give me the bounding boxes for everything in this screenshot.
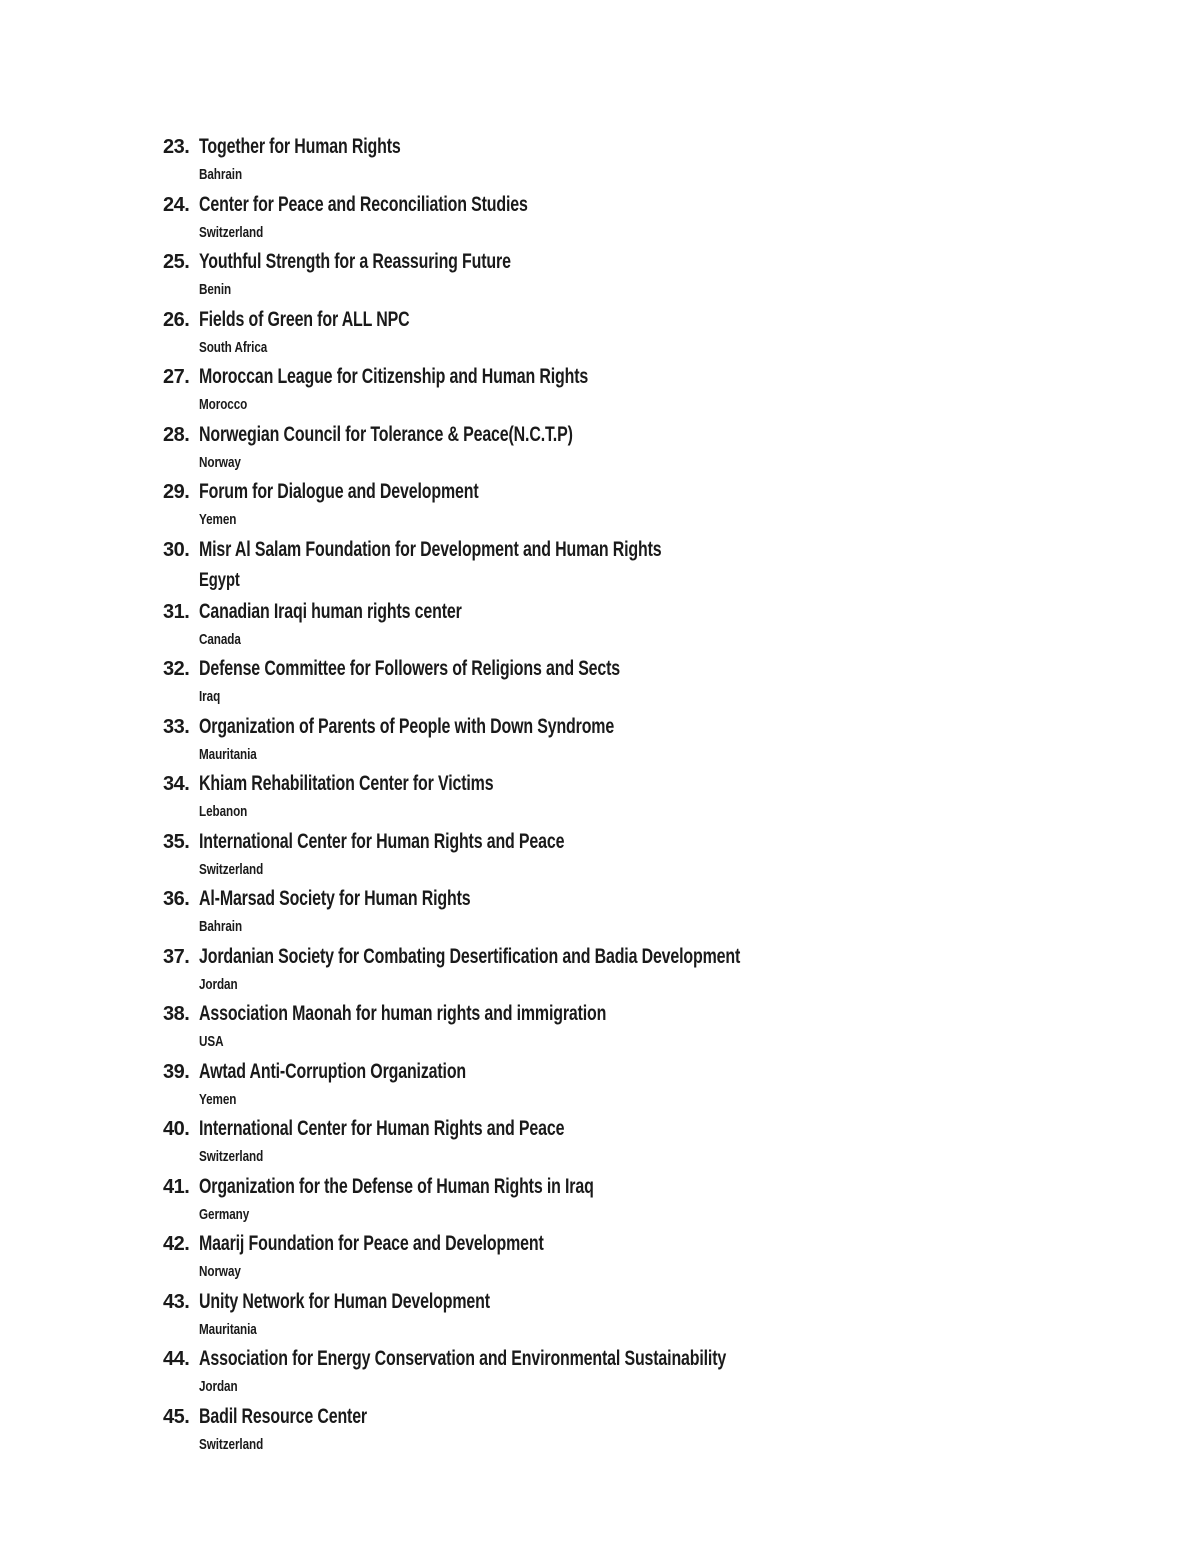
item-country-row: [199, 334, 1143, 363]
org-name: Maarij Foundation for Peace and Development: [199, 1232, 544, 1255]
item-number: 40.: [163, 1118, 190, 1140]
org-name: Badil Resource Center: [199, 1404, 367, 1428]
item-title-row: [163, 362, 1143, 391]
item-title-row: [163, 827, 1143, 856]
org-name: Fields of Green for ALL NPC: [199, 307, 410, 331]
list-item: [163, 884, 1143, 942]
org-name: Khiam Rehabilitation Center for Victims: [199, 772, 494, 795]
item-country-row: [199, 391, 1143, 420]
item-country-row: [199, 1201, 1143, 1230]
list-item: [163, 1057, 1143, 1115]
item-title-row: [163, 712, 1143, 741]
item-country-row: [199, 971, 1143, 1000]
item-number: 39.: [163, 1060, 190, 1083]
item-number: 24.: [163, 193, 190, 216]
list-item: [163, 535, 1143, 597]
item-country-row: [199, 1086, 1143, 1115]
item-number: 28.: [163, 423, 190, 446]
item-title-row: [163, 247, 1143, 276]
org-country: Yemen: [199, 1090, 237, 1108]
item-country-row: [199, 1316, 1143, 1345]
item-title-row: [163, 1172, 1143, 1201]
item-title-row: [163, 654, 1143, 683]
org-name: Defense Committee for Followers of Religions and Sects: [199, 657, 621, 680]
list-item: [163, 654, 1143, 712]
org-country: Switzerland: [199, 1435, 264, 1453]
list-item: [163, 942, 1143, 1000]
list-item: [163, 190, 1143, 248]
item-title-row: [163, 769, 1143, 798]
org-name: Misr Al Salam Foundation for Development and Human Rights: [199, 537, 662, 561]
org-country: Jordan: [199, 975, 238, 993]
org-country: Bahrain: [199, 166, 243, 183]
list-item: [163, 420, 1143, 478]
item-title-row: [163, 884, 1143, 913]
item-number: 44.: [163, 1348, 190, 1370]
org-country: Morocco: [199, 396, 248, 413]
item-number: 36.: [163, 888, 190, 910]
item-country-row: [199, 564, 1143, 597]
item-title-row: [163, 190, 1143, 219]
org-country: USA: [199, 1033, 224, 1050]
org-country: Yemen: [199, 511, 237, 528]
list-item: [163, 1229, 1143, 1287]
item-country-row: [199, 276, 1143, 305]
org-name: International Center for Human Rights and Peace: [199, 829, 565, 853]
list-item: [163, 1287, 1143, 1345]
org-name: Al-Marsad Society for Human Rights: [199, 887, 471, 910]
list-item: [163, 305, 1143, 363]
item-title-row: [163, 1057, 1143, 1086]
item-number: 45.: [163, 1405, 190, 1428]
org-country: Switzerland: [199, 223, 264, 241]
org-country: Norway: [199, 453, 241, 471]
list-item: [163, 999, 1143, 1057]
item-number: 27.: [163, 366, 190, 388]
list-item: [163, 1114, 1143, 1172]
list-item: [163, 769, 1143, 827]
item-title-row: [163, 305, 1143, 334]
org-name: Youthful Strength for a Reassuring Future: [199, 250, 511, 273]
item-country-row: [199, 1028, 1143, 1057]
item-title-row: [163, 942, 1143, 971]
item-title-row: [163, 1114, 1143, 1143]
item-number: 34.: [163, 773, 190, 795]
item-title-row: [163, 1287, 1143, 1316]
item-title-row: [163, 1402, 1143, 1431]
list-item: [163, 1402, 1143, 1460]
item-number: 42.: [163, 1233, 190, 1255]
org-country: Jordan: [199, 1378, 238, 1395]
org-name: Forum for Dialogue and Development: [199, 480, 479, 503]
item-number: 25.: [163, 251, 190, 273]
item-country-row: [199, 1431, 1143, 1460]
org-country: Mauritania: [199, 1320, 257, 1338]
item-title-row: [163, 535, 1143, 564]
org-country: Germany: [199, 1205, 250, 1223]
org-name: Organization of Parents of People with Down Syndrome: [199, 714, 615, 738]
org-country: Mauritania: [199, 745, 257, 763]
item-title-row: [163, 132, 1143, 161]
item-title-row: [163, 1229, 1143, 1258]
org-name: Moroccan League for Citizenship and Human Rights: [199, 365, 589, 388]
list-item: [163, 597, 1143, 655]
org-country: Switzerland: [199, 860, 264, 878]
list-item: [163, 712, 1143, 770]
list-item: [163, 132, 1143, 190]
list-item: [163, 1172, 1143, 1230]
item-number: 37.: [163, 945, 190, 968]
item-number: 32.: [163, 658, 190, 680]
org-name: Jordanian Society for Combating Desertification and Badia Development: [199, 944, 741, 968]
org-country: Switzerland: [199, 1148, 264, 1165]
org-country: South Africa: [199, 338, 268, 356]
org-name: Center for Peace and Reconciliation Studies: [199, 192, 528, 216]
item-country-row: [199, 856, 1143, 885]
item-country-row: [199, 1373, 1143, 1402]
item-title-row: [163, 597, 1143, 626]
item-title-row: [163, 420, 1143, 449]
item-country-row: [199, 219, 1143, 248]
org-country: Canada: [199, 630, 241, 648]
item-number: 41.: [163, 1175, 190, 1198]
org-name: Unity Network for Human Development: [199, 1289, 490, 1313]
item-country-row: [199, 1258, 1143, 1287]
item-country-row: [199, 626, 1143, 655]
item-number: 30.: [163, 538, 190, 561]
item-country-row: [199, 683, 1143, 712]
item-number: 43.: [163, 1290, 190, 1313]
list-item: [163, 362, 1143, 420]
item-title-row: [163, 1344, 1143, 1373]
list-item: [163, 827, 1143, 885]
item-number: 33.: [163, 715, 190, 738]
item-country-row: [199, 798, 1143, 827]
item-number: 35.: [163, 830, 190, 853]
item-number: 38.: [163, 1003, 190, 1025]
item-number: 31.: [163, 600, 190, 623]
list-item: [163, 247, 1143, 305]
org-name: Organization for the Defense of Human Rights in Iraq: [199, 1174, 594, 1198]
org-name: Association for Energy Conservation and Environmental Sustainability: [199, 1347, 727, 1370]
org-name: Canadian Iraqi human rights center: [199, 599, 462, 623]
org-country: Egypt: [199, 569, 240, 591]
org-name: Norwegian Council for Tolerance & Peace(N.C.T.P): [199, 422, 573, 446]
item-title-row: [163, 477, 1143, 506]
item-country-row: [199, 161, 1143, 190]
org-country: Iraq: [199, 688, 221, 705]
org-country: Benin: [199, 281, 232, 298]
org-name: International Center for Human Rights and Peace: [199, 1117, 565, 1140]
item-number: 23.: [163, 136, 190, 158]
item-country-row: [199, 449, 1143, 478]
item-number: 26.: [163, 308, 190, 331]
org-name: Together for Human Rights: [199, 135, 401, 158]
org-country: Lebanon: [199, 803, 248, 820]
item-country-row: [199, 506, 1143, 535]
org-name: Awtad Anti-Corruption Organization: [199, 1059, 467, 1083]
org-country: Norway: [199, 1263, 241, 1280]
item-country-row: [199, 1143, 1143, 1172]
list-item: [163, 477, 1143, 535]
org-country: Bahrain: [199, 918, 243, 935]
item-country-row: [199, 913, 1143, 942]
item-country-row: [199, 741, 1143, 770]
item-number: 29.: [163, 481, 190, 503]
list-item: [163, 1344, 1143, 1402]
item-title-row: [163, 999, 1143, 1028]
org-list: [163, 132, 1143, 1459]
org-name: Association Maonah for human rights and immigration: [199, 1002, 607, 1025]
